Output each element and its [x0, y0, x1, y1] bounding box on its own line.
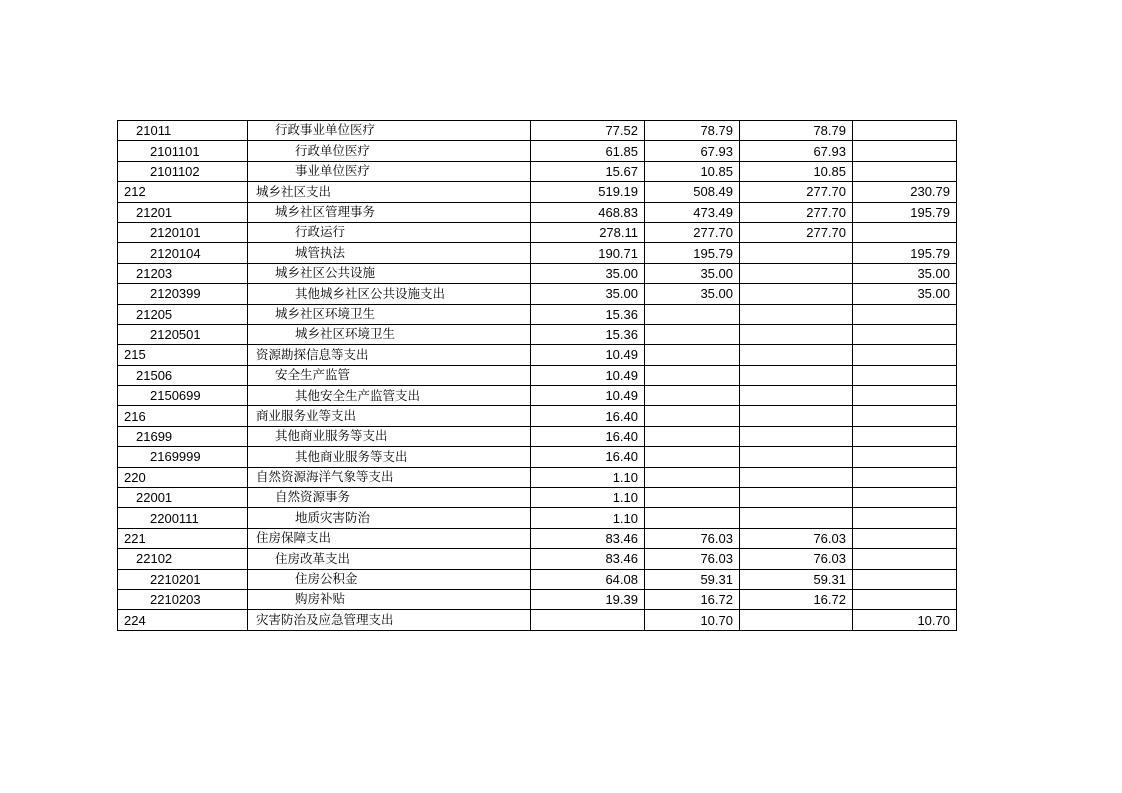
subject-name-cell: 商业服务业等支出 — [248, 406, 531, 426]
value-cell-2: 76.03 — [645, 549, 740, 569]
value-cell-4 — [853, 121, 957, 141]
table-body — [118, 121, 957, 631]
value-cell-1: 61.85 — [531, 141, 645, 161]
value-cell-3: 78.79 — [740, 121, 853, 141]
subject-name-cell: 其他商业服务等支出 — [248, 426, 531, 446]
subject-name-cell: 安全生产监管 — [248, 365, 531, 385]
classification-code-cell: 2120399 — [118, 284, 248, 304]
value-cell-4: 35.00 — [853, 263, 957, 283]
value-cell-1: 16.40 — [531, 426, 645, 446]
value-cell-1: 64.08 — [531, 569, 645, 589]
subject-name-cell: 地质灾害防治 — [248, 508, 531, 528]
classification-code-cell: 215 — [118, 345, 248, 365]
value-cell-2: 59.31 — [645, 569, 740, 589]
value-cell-3: 277.70 — [740, 182, 853, 202]
subject-name-cell: 其他城乡社区公共设施支出 — [248, 284, 531, 304]
classification-code-cell: 212 — [118, 182, 248, 202]
value-cell-1: 77.52 — [531, 121, 645, 141]
value-cell-3 — [740, 610, 853, 630]
subject-name-cell: 事业单位医疗 — [248, 161, 531, 181]
classification-code-cell: 21699 — [118, 426, 248, 446]
classification-code-cell: 21201 — [118, 202, 248, 222]
value-cell-1: 16.40 — [531, 447, 645, 467]
value-cell-2: 76.03 — [645, 528, 740, 548]
value-cell-1: 35.00 — [531, 284, 645, 304]
subject-name-cell: 城管执法 — [248, 243, 531, 263]
subject-name-cell: 自然资源海洋气象等支出 — [248, 467, 531, 487]
table-row — [118, 426, 957, 446]
value-cell-2 — [645, 426, 740, 446]
value-cell-4: 230.79 — [853, 182, 957, 202]
table-row — [118, 284, 957, 304]
value-cell-3 — [740, 447, 853, 467]
classification-code-cell: 22102 — [118, 549, 248, 569]
classification-code-cell: 2169999 — [118, 447, 248, 467]
value-cell-4 — [853, 508, 957, 528]
classification-code-cell: 2150699 — [118, 386, 248, 406]
value-cell-1: 1.10 — [531, 508, 645, 528]
classification-code-cell: 21205 — [118, 304, 248, 324]
value-cell-2: 10.70 — [645, 610, 740, 630]
value-cell-4 — [853, 141, 957, 161]
value-cell-2 — [645, 365, 740, 385]
table-row — [118, 467, 957, 487]
table-row — [118, 141, 957, 161]
table-row — [118, 508, 957, 528]
value-cell-2: 35.00 — [645, 284, 740, 304]
value-cell-4 — [853, 528, 957, 548]
value-cell-4 — [853, 386, 957, 406]
value-cell-1: 519.19 — [531, 182, 645, 202]
table-row — [118, 386, 957, 406]
value-cell-1: 1.10 — [531, 467, 645, 487]
subject-name-cell: 自然资源事务 — [248, 488, 531, 508]
value-cell-4 — [853, 447, 957, 467]
table-row — [118, 569, 957, 589]
value-cell-2: 35.00 — [645, 263, 740, 283]
value-cell-4 — [853, 589, 957, 609]
table-row — [118, 263, 957, 283]
subject-name-cell: 其他商业服务等支出 — [248, 447, 531, 467]
subject-name-cell: 行政事业单位医疗 — [248, 121, 531, 141]
subject-name-cell: 城乡社区环境卫生 — [248, 304, 531, 324]
value-cell-3: 76.03 — [740, 549, 853, 569]
value-cell-2: 16.72 — [645, 589, 740, 609]
value-cell-4 — [853, 549, 957, 569]
value-cell-1: 10.49 — [531, 386, 645, 406]
classification-code-cell: 2120501 — [118, 324, 248, 344]
table-row — [118, 549, 957, 569]
subject-name-cell: 住房改革支出 — [248, 549, 531, 569]
value-cell-3 — [740, 426, 853, 446]
value-cell-1: 190.71 — [531, 243, 645, 263]
table-row — [118, 324, 957, 344]
value-cell-2 — [645, 488, 740, 508]
value-cell-4 — [853, 324, 957, 344]
classification-code-cell: 2210203 — [118, 589, 248, 609]
value-cell-1: 10.49 — [531, 365, 645, 385]
classification-code-cell: 220 — [118, 467, 248, 487]
subject-name-cell: 城乡社区环境卫生 — [248, 324, 531, 344]
value-cell-3: 59.31 — [740, 569, 853, 589]
value-cell-1: 278.11 — [531, 222, 645, 242]
value-cell-3 — [740, 324, 853, 344]
value-cell-2: 10.85 — [645, 161, 740, 181]
value-cell-3: 76.03 — [740, 528, 853, 548]
value-cell-2: 277.70 — [645, 222, 740, 242]
value-cell-4 — [853, 406, 957, 426]
value-cell-2 — [645, 345, 740, 365]
value-cell-4: 195.79 — [853, 243, 957, 263]
table-row — [118, 406, 957, 426]
subject-name-cell: 城乡社区支出 — [248, 182, 531, 202]
value-cell-1: 35.00 — [531, 263, 645, 283]
value-cell-4 — [853, 488, 957, 508]
subject-name-cell: 城乡社区公共设施 — [248, 263, 531, 283]
value-cell-2 — [645, 406, 740, 426]
value-cell-4 — [853, 426, 957, 446]
value-cell-3 — [740, 284, 853, 304]
value-cell-3 — [740, 508, 853, 528]
subject-name-cell: 城乡社区管理事务 — [248, 202, 531, 222]
value-cell-1: 15.36 — [531, 304, 645, 324]
table-row — [118, 589, 957, 609]
value-cell-4: 195.79 — [853, 202, 957, 222]
value-cell-1: 83.46 — [531, 549, 645, 569]
value-cell-3: 67.93 — [740, 141, 853, 161]
value-cell-2: 195.79 — [645, 243, 740, 263]
table-row — [118, 488, 957, 508]
value-cell-4: 35.00 — [853, 284, 957, 304]
classification-code-cell: 216 — [118, 406, 248, 426]
table-row — [118, 610, 957, 630]
value-cell-3: 277.70 — [740, 202, 853, 222]
value-cell-3 — [740, 304, 853, 324]
value-cell-3 — [740, 243, 853, 263]
subject-name-cell: 灾害防治及应急管理支出 — [248, 610, 531, 630]
value-cell-4 — [853, 222, 957, 242]
table-row — [118, 345, 957, 365]
subject-name-cell: 行政单位医疗 — [248, 141, 531, 161]
value-cell-3: 16.72 — [740, 589, 853, 609]
classification-code-cell: 22001 — [118, 488, 248, 508]
value-cell-3 — [740, 345, 853, 365]
value-cell-1 — [531, 610, 645, 630]
classification-code-cell: 21011 — [118, 121, 248, 141]
value-cell-3 — [740, 386, 853, 406]
value-cell-4 — [853, 467, 957, 487]
value-cell-4 — [853, 304, 957, 324]
value-cell-3 — [740, 467, 853, 487]
value-cell-2: 508.49 — [645, 182, 740, 202]
table-row — [118, 447, 957, 467]
value-cell-3 — [740, 263, 853, 283]
value-cell-1: 10.49 — [531, 345, 645, 365]
classification-code-cell: 21203 — [118, 263, 248, 283]
value-cell-1: 15.67 — [531, 161, 645, 181]
value-cell-3: 277.70 — [740, 222, 853, 242]
value-cell-2 — [645, 324, 740, 344]
classification-code-cell: 2101102 — [118, 161, 248, 181]
subject-name-cell: 行政运行 — [248, 222, 531, 242]
value-cell-2 — [645, 508, 740, 528]
budget-table — [117, 120, 957, 631]
table-row — [118, 182, 957, 202]
value-cell-2 — [645, 447, 740, 467]
subject-name-cell: 购房补贴 — [248, 589, 531, 609]
table-row — [118, 161, 957, 181]
value-cell-1: 83.46 — [531, 528, 645, 548]
value-cell-1: 16.40 — [531, 406, 645, 426]
classification-code-cell: 2210201 — [118, 569, 248, 589]
value-cell-1: 19.39 — [531, 589, 645, 609]
value-cell-3 — [740, 365, 853, 385]
table-row — [118, 121, 957, 141]
value-cell-2 — [645, 386, 740, 406]
classification-code-cell: 224 — [118, 610, 248, 630]
classification-code-cell: 2120104 — [118, 243, 248, 263]
value-cell-1: 15.36 — [531, 324, 645, 344]
subject-name-cell: 其他安全生产监管支出 — [248, 386, 531, 406]
value-cell-3 — [740, 406, 853, 426]
value-cell-1: 1.10 — [531, 488, 645, 508]
value-cell-2: 78.79 — [645, 121, 740, 141]
table-row — [118, 222, 957, 242]
table-row — [118, 202, 957, 222]
subject-name-cell: 住房保障支出 — [248, 528, 531, 548]
value-cell-4 — [853, 161, 957, 181]
subject-name-cell: 住房公积金 — [248, 569, 531, 589]
classification-code-cell: 2120101 — [118, 222, 248, 242]
table-row — [118, 528, 957, 548]
classification-code-cell: 2101101 — [118, 141, 248, 161]
classification-code-cell: 2200111 — [118, 508, 248, 528]
value-cell-4 — [853, 345, 957, 365]
table-row — [118, 243, 957, 263]
value-cell-4: 10.70 — [853, 610, 957, 630]
value-cell-1: 468.83 — [531, 202, 645, 222]
classification-code-cell: 21506 — [118, 365, 248, 385]
value-cell-2 — [645, 304, 740, 324]
subject-name-cell: 资源勘探信息等支出 — [248, 345, 531, 365]
value-cell-3: 10.85 — [740, 161, 853, 181]
table-row — [118, 304, 957, 324]
table-row — [118, 365, 957, 385]
classification-code-cell: 221 — [118, 528, 248, 548]
value-cell-2 — [645, 467, 740, 487]
value-cell-2: 473.49 — [645, 202, 740, 222]
value-cell-2: 67.93 — [645, 141, 740, 161]
value-cell-3 — [740, 488, 853, 508]
value-cell-4 — [853, 569, 957, 589]
value-cell-4 — [853, 365, 957, 385]
